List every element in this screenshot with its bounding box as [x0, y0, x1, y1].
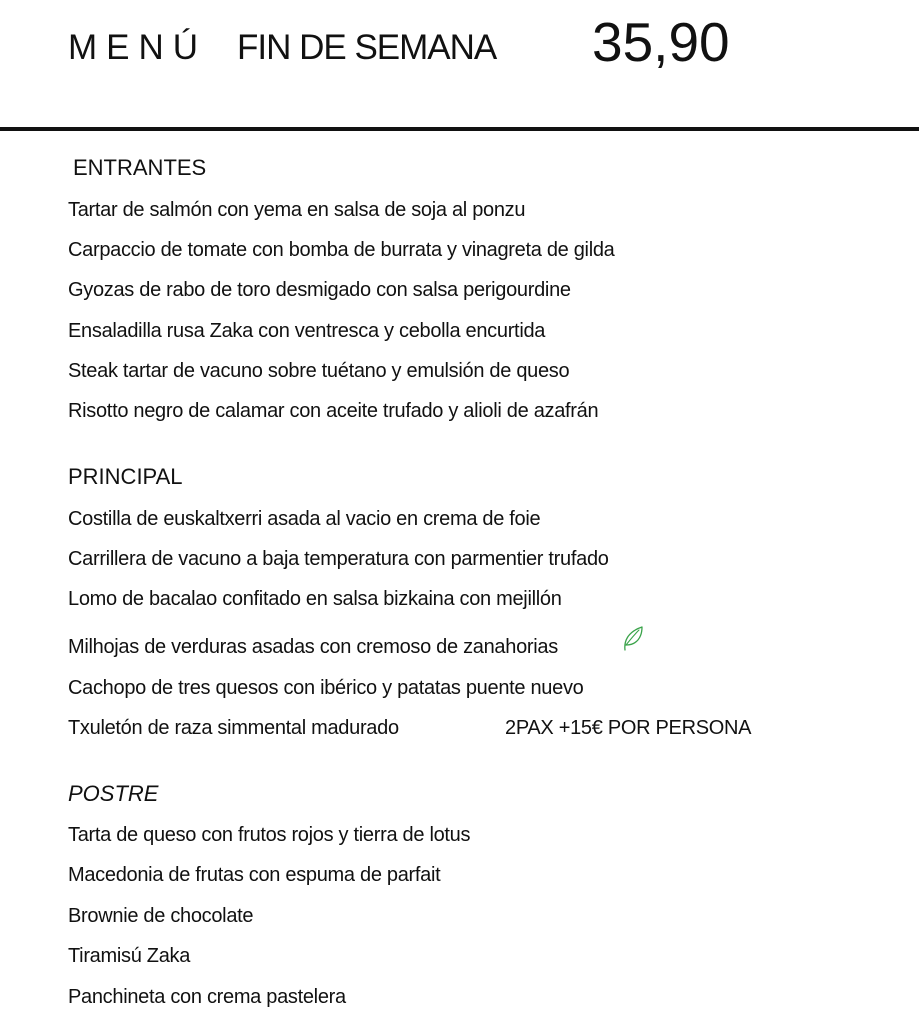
menu-item: Gyozas de rabo de toro desmigado con salsa perigourdine [68, 279, 571, 301]
menu-item: Steak tartar de vacuno sobre tuétano y emulsión de queso [68, 360, 570, 382]
menu-header [0, 0, 921, 130]
menu-item: Risotto negro de calamar con aceite trufado y alioli de azafrán [68, 400, 599, 422]
menu-item: Panchineta con crema pastelera [68, 986, 346, 1008]
header-divider [0, 127, 919, 131]
menu-item: Tartar de salmón con yema en salsa de soja al ponzu [68, 199, 526, 221]
menu-item: Ensaladilla rusa Zaka con ventresca y cebolla encurtida [68, 320, 546, 342]
menu-item: Carpaccio de tomate con bomba de burrata y vinagreta de gilda [68, 239, 615, 261]
price-note: 2PAX +15€ POR PERSONA [505, 717, 752, 739]
menu-item: Brownie de chocolate [68, 905, 254, 927]
menu-item: Costilla de euskaltxerri asada al vacio en crema de foie [68, 508, 541, 530]
section-title-entrantes: ENTRANTES [73, 155, 207, 180]
leaf-icon [621, 624, 645, 652]
menu-price: 35,90 [592, 11, 730, 73]
menu-item: Carrillera de vacuno a baja temperatura con parmentier trufado [68, 548, 609, 570]
section-title-principal: PRINCIPAL [68, 464, 183, 489]
menu-item: Tarta de queso con frutos rojos y tierra de lotus [68, 824, 471, 846]
menu-item: Tiramisú Zaka [68, 945, 191, 967]
menu-item: Txuletón de raza simmental madurado [68, 717, 399, 739]
menu-item: Lomo de bacalao confitado en salsa bizkaina con mejillón [68, 588, 562, 610]
menu-item: Cachopo de tres quesos con ibérico y patatas puente nuevo [68, 677, 584, 699]
menu-item: Macedonia de frutas con espuma de parfait [68, 864, 441, 886]
menu-subtitle: FIN DE SEMANA [237, 28, 497, 67]
menu-title: MENÚ [68, 28, 208, 67]
menu-item: Milhojas de verduras asadas con cremoso de zanahorias [68, 636, 558, 658]
section-title-postre: POSTRE [68, 781, 159, 806]
